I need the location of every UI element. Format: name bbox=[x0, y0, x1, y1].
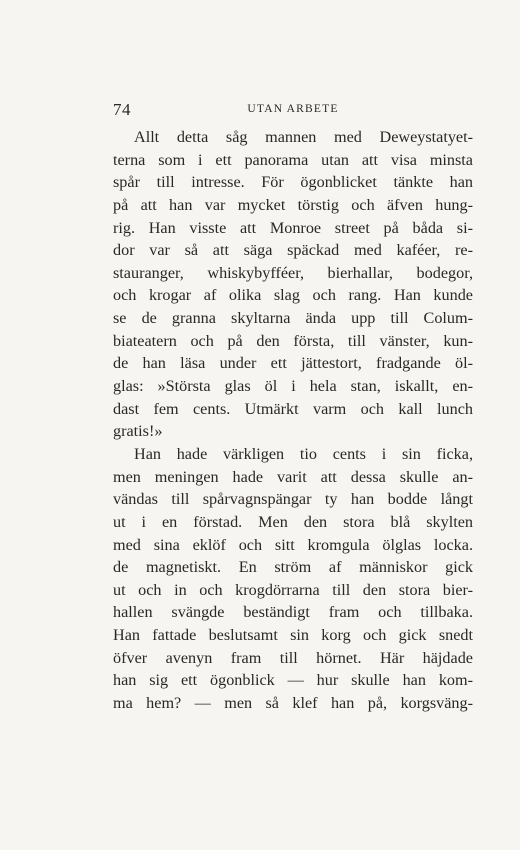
text-line: terna som i ett panorama utan att visa minsta bbox=[113, 150, 473, 169]
body-text bbox=[113, 126, 473, 715]
text-line: och krogar af olika slag och rang. Han kunde bbox=[113, 286, 473, 305]
text-line: öfver avenyn fram till hörnet. Här häjdade bbox=[113, 648, 473, 667]
text-line: ma hem? — men så klef han på, korgsväng- bbox=[113, 694, 473, 713]
text-line: Allt detta såg mannen med Deweystatyet- bbox=[134, 128, 473, 146]
text-line: biateatern och på den första, till vänster, kun- bbox=[113, 331, 473, 350]
text-line: Han hade värkligen tio cents i sin ficka, bbox=[134, 444, 473, 463]
text-line: ut i en förstad. Men den stora blå skylten bbox=[113, 512, 473, 531]
text-line: gratis!» bbox=[113, 422, 163, 441]
text-line: men meningen hade varit att dessa skulle an- bbox=[113, 467, 473, 486]
text-line: glas: »Största glas öl i hela stan, iskallt, en- bbox=[113, 377, 473, 396]
text-line: på att han var mycket törstig och äfven hung- bbox=[113, 195, 473, 214]
text-line: de han läsa under ett jättestort, fradgande öl- bbox=[113, 354, 473, 373]
text-line: dor var så att säga späckad med kaféer, re- bbox=[113, 241, 473, 260]
page-header bbox=[113, 100, 473, 122]
text-line: hallen svängde beständigt fram och tillbaka. bbox=[113, 603, 473, 622]
text-line: spår till intresse. För ögonblicket tänkte han bbox=[113, 173, 473, 192]
text-line: dast fem cents. Utmärkt varm och kall lunch bbox=[113, 399, 473, 418]
text-line: Han fattade beslutsamt sin korg och gick snedt bbox=[113, 626, 473, 645]
text-line: vändas till spårvagnspängar ty han bodde långt bbox=[113, 490, 473, 509]
running-head: UTAN ARBETE bbox=[247, 103, 339, 115]
text-line: med sina eklöf och sitt kromgula ölglas locka. bbox=[113, 535, 473, 554]
text-line: stauranger, whiskybyfféer, bierhallar, bodegor, bbox=[113, 263, 473, 282]
text-line: de magnetiskt. En ström af människor gick bbox=[113, 558, 473, 577]
text-line: rig. Han visste att Monroe street på båda si- bbox=[113, 218, 473, 237]
text-line: han sig ett ögonblick — hur skulle han kom- bbox=[113, 671, 473, 690]
text-line: ut och in och krogdörrarna till den stora bier- bbox=[113, 580, 473, 599]
page-number: 74 bbox=[113, 100, 131, 119]
text-line: se de granna skyltarna ända upp till Colum- bbox=[113, 309, 473, 328]
